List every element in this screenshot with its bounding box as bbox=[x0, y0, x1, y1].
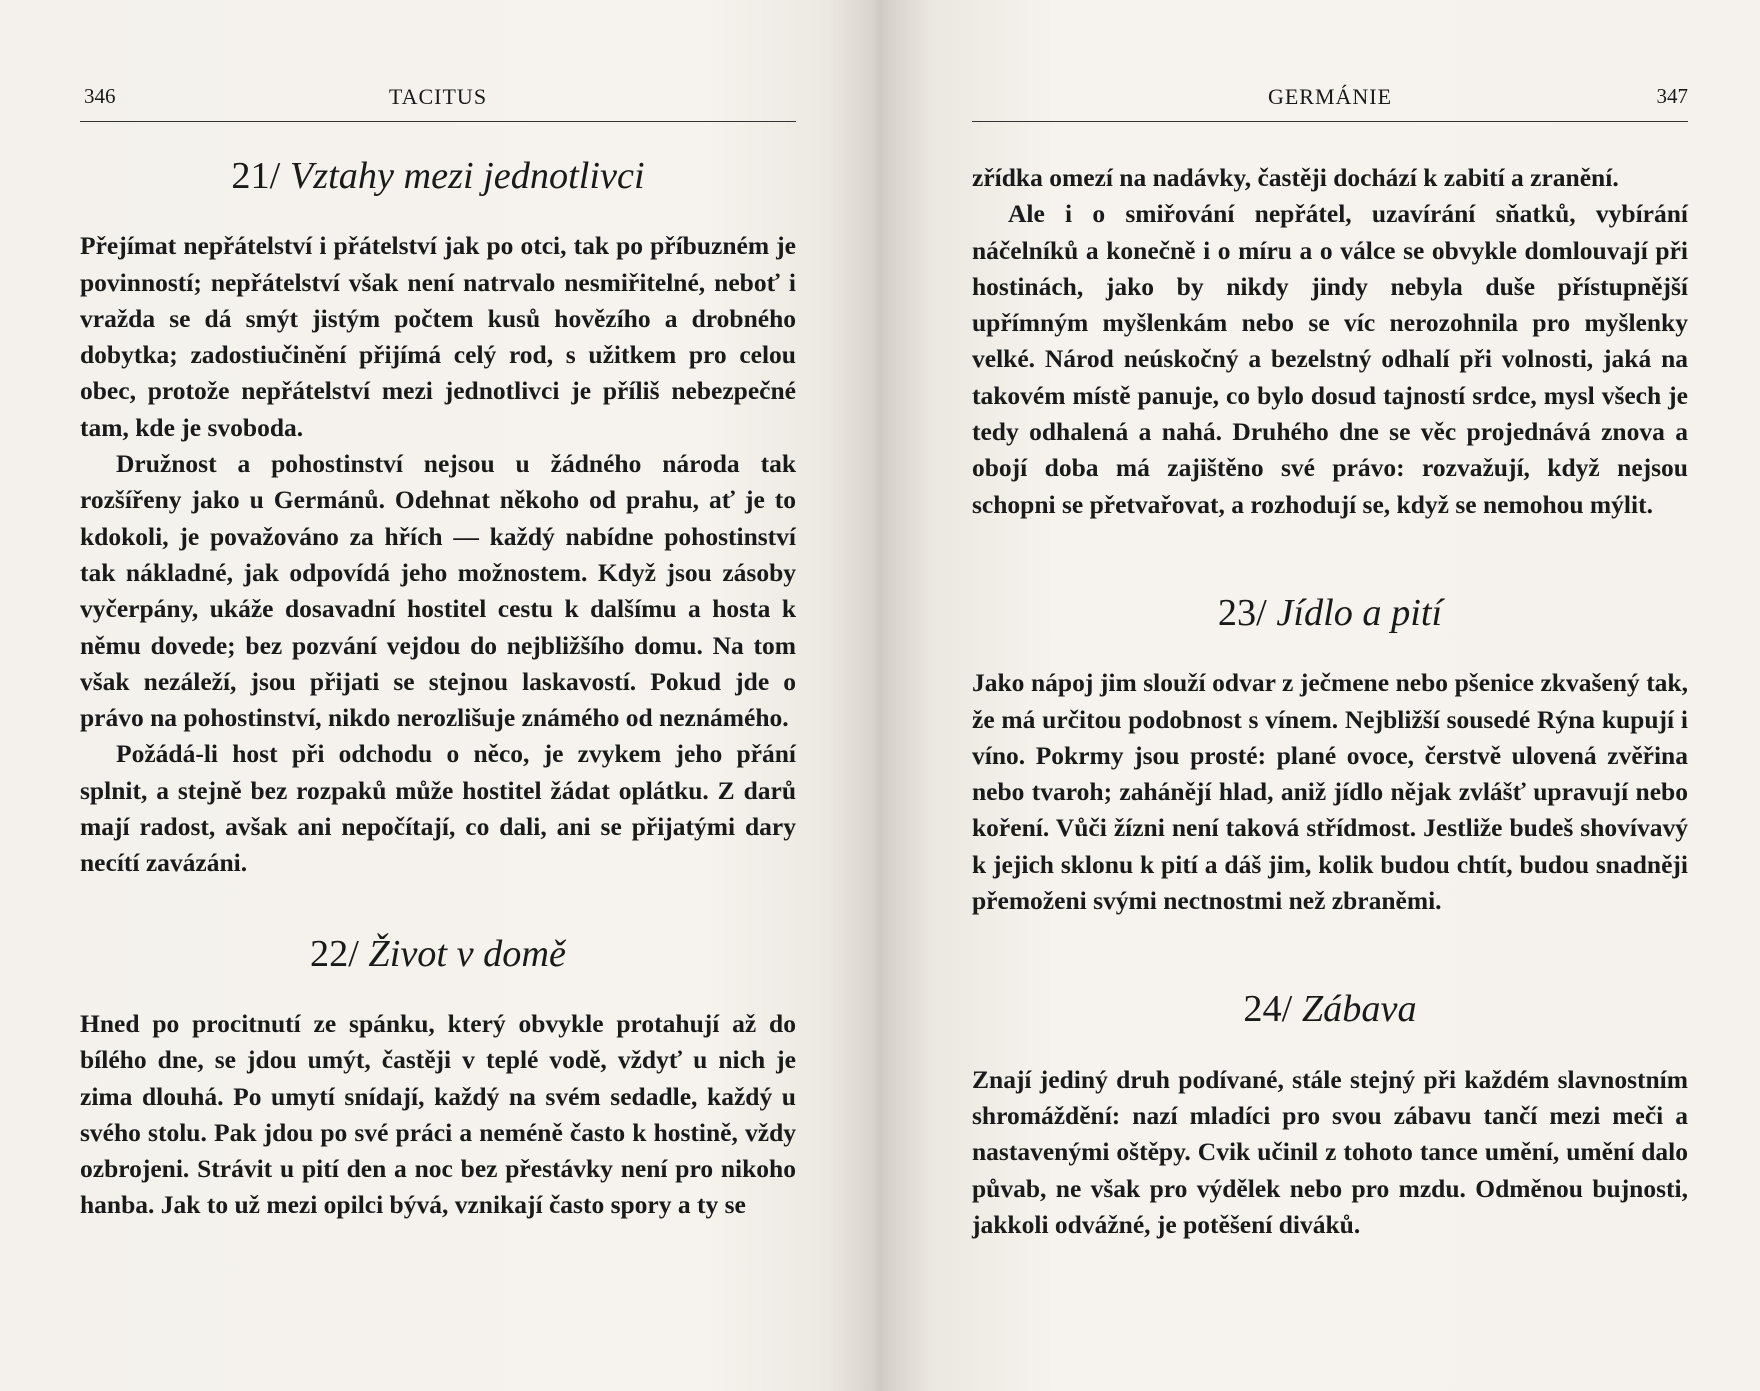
section-24-title: Zábava bbox=[1301, 988, 1417, 1031]
section-22-title: Život v domě bbox=[368, 932, 567, 975]
running-title-right: GERMÁNIE bbox=[1267, 84, 1393, 109]
right-page-body bbox=[972, 160, 1688, 1243]
section-21-title: Vztahy mezi jednotlivci bbox=[289, 155, 645, 197]
section-23-number: 23/ bbox=[1217, 591, 1267, 634]
header-rule-left bbox=[80, 121, 796, 122]
section-21-heading bbox=[80, 155, 796, 197]
section-21-number: 21/ bbox=[231, 155, 281, 197]
section-23-heading bbox=[972, 591, 1688, 634]
paragraph: Požádá-li host při odchodu o něco, je zvykem jeho přání splnit, a stejně bez rozpaků může hostitel žádat oplátku. Z darů mají radost, avšak ani nepočítají, co dali, ani se přijatými dary necítí zavázáni. bbox=[80, 739, 796, 878]
left-running-head bbox=[80, 84, 796, 114]
left-page-body bbox=[80, 155, 796, 1224]
page-number-right: 347 bbox=[1656, 84, 1688, 108]
paragraph: Hned po procitnutí ze spánku, který obvykle protahují až do bílého dne, se jdou umýt, častěji v teplé vodě, vždyť u nich je zima dlouhá. Po umytí snídají, každý na svém sedadle, každý u svého stolu. Pak jdou po své práci a neméně často k hostině, vždy ozbrojeni. Strávit u pití den a noc bez přestávky není pro nikoho hanba. Jak to už mezi opilci bývá, vznikají často spory a ty se bbox=[80, 1008, 796, 1220]
section-24-number: 24/ bbox=[1243, 988, 1293, 1031]
running-title-left: TACITUS bbox=[388, 84, 488, 109]
right-page bbox=[972, 0, 1688, 1391]
section-22-number: 22/ bbox=[309, 932, 359, 975]
paragraph: Družnost a pohostinství nejsou u žádného národa tak rozšířeny jako u Germánů. Odehnat někoho od prahu, ať je to kdokoli, je považováno za hřích — každý nabídne pohostinství tak nákladné, jak odpovídá jeho možnostem. Když jsou zásoby vyčerpány, ukáže dosavadní hostitel cestu k dalšímu a hosta k němu dovede; bez pozvání vejdou do nejbližšího domu. Na tom však nezáleží, jsou přijati se stejnou laskavostí. Pokud jde o právo na pohostinství, nikdo nerozlišuje známého od neznámého. bbox=[80, 449, 796, 733]
paragraph: Ale i o smiřování nepřátel, uzavírání sňatků, vybírání náčelníků a konečně i o míru a o válce se obvykle domlouvají při hostinách, jako by nikdy jindy nebyla duše přístupnější upřímným myšlenkám nebo se víc nerozohnila pro myšlenky velké. Národ neúskočný a bezelstný odhalí při volnosti, jaká na takovém místě panuje, co bylo dosud tajností srdce, mysl všech je tedy odhalená a nahá. Druhého dne se věc projednává znova a obojí doba má zajištěno své právo: rozvažují, když nejsou schopni se přetvařovat, a rozhodují se, když se nemohou mýlit. bbox=[972, 199, 1688, 519]
header-rule-right bbox=[972, 121, 1688, 122]
paragraph: Jako nápoj jim slouží odvar z ječmene nebo pšenice zkvašený tak, že má určitou podobnost s vínem. Nejbližší sousedé Rýna kupují i víno. Pokrmy jsou prosté: plané ovoce, čerstvě ulovená zvěřina nebo tvaroh; zahánějí hlad, aniž jídlo nějak zvlášť upravují nebo koření. Vůči žízni není taková střídmost. Jestliže budeš shovívavý k jejich sklonu k pití a dáš jim, kolik budou chtít, budou snadněji přemoženi svými nectnostmi než zbraněmi. bbox=[972, 668, 1688, 916]
page-number-left: 346 bbox=[84, 84, 116, 108]
left-page bbox=[80, 0, 796, 1391]
section-22-heading bbox=[80, 932, 796, 975]
section-24-heading bbox=[972, 988, 1688, 1031]
right-running-head bbox=[972, 84, 1688, 114]
paragraph: zřídka omezí na nadávky, častěji dochází k zabití a zranění. bbox=[972, 163, 1619, 192]
paragraph: Přejímat nepřátelství i přátelství jak po otci, tak po příbuzném je povinností; nepřátelství však není natrvalo nesmiřitelné, neboť i vražda se dá smýt jistým počtem kusů hovězího a drobného dobytka; zadostiučinění přijímá celý rod, s užitkem pro celou obec, protože nepřátelství mezi jednotlivci je příliš nebezpečné tam, kde je svoboda. bbox=[80, 231, 796, 442]
section-23-title: Jídlo a pití bbox=[1276, 591, 1443, 634]
paragraph: Znají jediný druh podívané, stále stejný při každém slavnostním shromáždění: nazí mladíci pro svou zábavu tančí mezi meči a nastavenými oštěpy. Cvik učinil z tohoto tance umění, umění dalo půvab, ne však pro výdělek nebo pro mzdu. Odměnou bujnosti, jakkoli odvážné, je potěšení diváků. bbox=[972, 1064, 1688, 1239]
